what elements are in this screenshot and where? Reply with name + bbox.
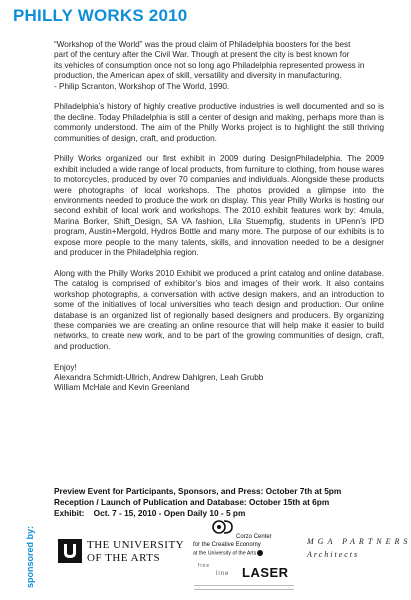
sponsored-by-label bbox=[23, 524, 37, 590]
body-text bbox=[54, 40, 384, 394]
corzo-line1: Corzo Center bbox=[236, 534, 272, 540]
uarts-dot-icon bbox=[257, 550, 263, 556]
laser-line-text: line bbox=[216, 571, 230, 577]
paragraph-catalog: Along with the Philly Works 2010 Exhibit we produced a print catalog and online database. The catalog is comprised of exhibitor’s bios and images of their work. It also contains workshop photographs, a conversation with active design makers, and an introduction to some of the initiatives of local universities who teach design and production. Our online database is an organized list of regionally based designers and producers. By organizing these companies we are creating an online resource that will help make it easier to build networks, to create new work, and to be part of the growing communities of design, craft, and production. bbox=[54, 268, 384, 351]
quote-block bbox=[54, 40, 384, 92]
quote-line: “Workshop of the World” was the proud claim of Philadelphia boosters for the best bbox=[54, 40, 351, 49]
sponsor-uarts bbox=[58, 537, 198, 567]
event-exhibit: Exhibit: Oct. 7 - 15, 2010 - Open Daily 10 - 5 pm bbox=[54, 508, 246, 518]
signoff-names: Alexandra Schmidt-Ullrich, Andrew Dahlgren, Leah Grubb bbox=[54, 372, 264, 382]
sponsored-by-text: sponsored by: bbox=[25, 526, 35, 589]
signoff bbox=[54, 363, 384, 394]
quote-attribution: - Philip Scranton, Workshop of The World, 1990. bbox=[54, 81, 230, 91]
laser-fine-text: fine bbox=[198, 563, 211, 569]
corzo-center-logo-icon bbox=[212, 519, 236, 535]
sponsor-fine-line-laser bbox=[190, 563, 300, 593]
mga-subtitle: Architects bbox=[307, 550, 360, 559]
quote-line: production, the American apex of skill, versatility and diversity in manufacturing. bbox=[54, 71, 342, 81]
quote-line: its vehicles of consumption once not so long ago Philadelphia represented prowess in bbox=[54, 60, 365, 70]
laser-tagline-rule bbox=[194, 585, 294, 590]
paragraph-exhibits: Philly Works organized our first exhibit in 2009 during DesignPhiladelphia. The 2009 exhibit included a wide range of local products, from furniture to clothing, from house wares to motorcycles, produced by over 70 companies and individuals. Alongside these products were photographs of local workshops. The photos provided a glimpse into the environments needed to produce the work on display. This year Philly Works is hosting our second exhibit of local work and workshops. The 2010 exhibit features work by: 4mula, Marina Borker, Shift_Design, SA VA fashion, Lila Stuempfig, students in UPenn’s IPD program, Austin+Mergold, Hydros Bottle and many more. The purpose of our exhibits is to expose more people to the many talents, skills, and innovation needed to be a designer and producer in the Philadelphia region. bbox=[54, 154, 384, 258]
uarts-name-line2: OF THE ARTS bbox=[87, 552, 161, 564]
quote-line: part of the century after the Civil War. Though at present the city is best known for bbox=[54, 50, 350, 60]
mga-name: MGA PARTNERS bbox=[307, 537, 411, 546]
laser-wordmark: LASER bbox=[242, 565, 289, 580]
corzo-line3-text: at the University of the Arts bbox=[193, 550, 257, 557]
corzo-line3 bbox=[193, 550, 263, 556]
corzo-line2: for the Creative Economy bbox=[193, 542, 261, 548]
sponsor-corzo bbox=[192, 519, 302, 559]
uarts-name-line1: THE UNIVERSITY bbox=[87, 539, 185, 551]
event-preview: Preview Event for Participants, Sponsors, and Press: October 7th at 5pm bbox=[54, 486, 342, 496]
signoff-enjoy: Enjoy! bbox=[54, 362, 77, 372]
paragraph-history: Philadelphia’s history of highly creative productive industries is well documented and so is the decline. Today Philadelphia is still a center of design and making, perhaps more than is commonly understood. The aim of the Philly Works project is to highlight the still thriving communities of design, craft, and production. bbox=[54, 102, 384, 143]
university-of-the-arts-logo-icon bbox=[58, 539, 82, 563]
page-title: PHILLY WORKS 2010 bbox=[13, 6, 188, 25]
event-reception: Reception / Launch of Publication and Database: October 15th at 6pm bbox=[54, 497, 330, 507]
signoff-names: William McHale and Kevin Greenland bbox=[54, 383, 190, 393]
sponsor-mga bbox=[307, 537, 411, 559]
events-block bbox=[54, 486, 394, 519]
